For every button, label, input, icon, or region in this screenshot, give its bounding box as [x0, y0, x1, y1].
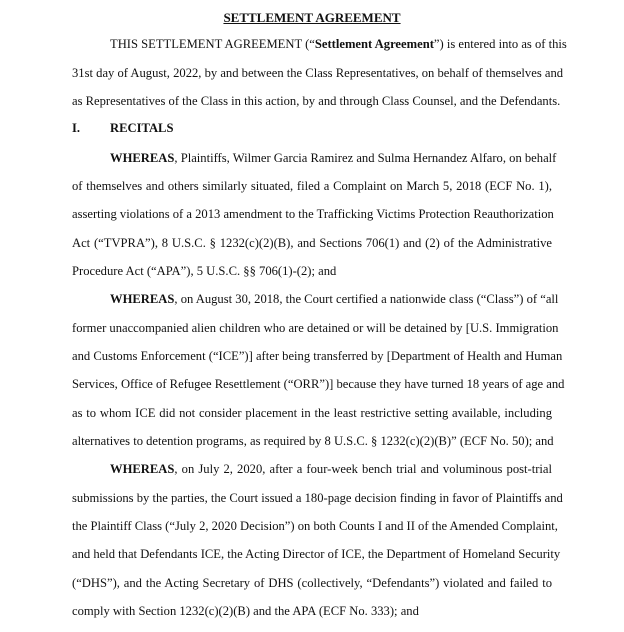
para1-line-2: of themselves and others similarly situated, filed a Complaint on March 5, 2018 (ECF No. 1), [72, 179, 552, 193]
section-number: I. [72, 121, 81, 135]
whereas-label: WHEREAS [110, 462, 175, 476]
para3-line-1: WHEREAS, on July 2, 2020, after a four-week bench trial and voluminous post-trial [110, 462, 552, 476]
whereas-label: WHEREAS [110, 292, 175, 306]
para2-line-5: as to whom ICE did not consider placement in the least restrictive setting available, including [72, 406, 552, 420]
para2-line-1: WHEREAS, on August 30, 2018, the Court certified a nationwide class (“Class”) of “all [110, 292, 559, 306]
para3-line-6: comply with Section 1232(c)(2)(B) and the APA (ECF No. 333); and [72, 604, 419, 618]
para3-line-3: the Plaintiff Class (“July 2, 2020 Decision”) on both Counts I and II of the Amended Complaint, [72, 519, 558, 533]
para2-line-4: Services, Office of Refugee Resettlement (“ORR”)] because they have turned 18 years of age and [72, 377, 565, 391]
intro-line-3: as Representatives of the Class in this action, by and through Class Counsel, and the Defendants. [72, 94, 561, 108]
para1-line-1: WHEREAS, Plaintiffs, Wilmer Garcia Ramirez and Sulma Hernandez Alfaro, on behalf [110, 151, 557, 165]
whereas-label: WHEREAS [110, 151, 175, 165]
para2-line-3: and Customs Enforcement (“ICE”)] after being transferred by [Department of Health and Human [72, 349, 563, 363]
defined-term: Settlement Agreement [314, 37, 434, 51]
para3-line-2: submissions by the parties, the Court issued a 180-page decision finding in favor of Plaintiffs and [72, 491, 563, 505]
para2-line-6: alternatives to detention programs, as required by 8 U.S.C. § 1232(c)(2)(B)” (ECF No. 50); and [72, 434, 554, 448]
intro-line-2: 31st day of August, 2022, by and between the Class Representatives, on behalf of themselves and [72, 66, 564, 80]
para1-line-3: asserting violations of a 2013 amendment to the Trafficking Victims Protection Reauthorization [72, 207, 554, 221]
intro-line-1: THIS SETTLEMENT AGREEMENT (“Settlement Agreement”) is entered into as of this [110, 37, 567, 51]
section-title: RECITALS [110, 121, 174, 135]
para3-line-5: (“DHS”), and the Acting Secretary of DHS (collectively, “Defendants”) violated and failed to [72, 576, 552, 590]
para1-line-4: Act (“TVPRA”), 8 U.S.C. § 1232(c)(2)(B), and Sections 706(1) and (2) of the Administrative [72, 236, 552, 250]
para3-line-4: and held that Defendants ICE, the Acting Director of ICE, the Department of Homeland Security [72, 547, 561, 561]
para2-line-2: former unaccompanied alien children who are detained or will be detained by [U.S. Immigration [72, 321, 559, 335]
para1-line-5: Procedure Act (“APA”), 5 U.S.C. §§ 706(1)-(2); and [72, 264, 337, 278]
document-title: SETTLEMENT AGREEMENT [223, 10, 401, 25]
